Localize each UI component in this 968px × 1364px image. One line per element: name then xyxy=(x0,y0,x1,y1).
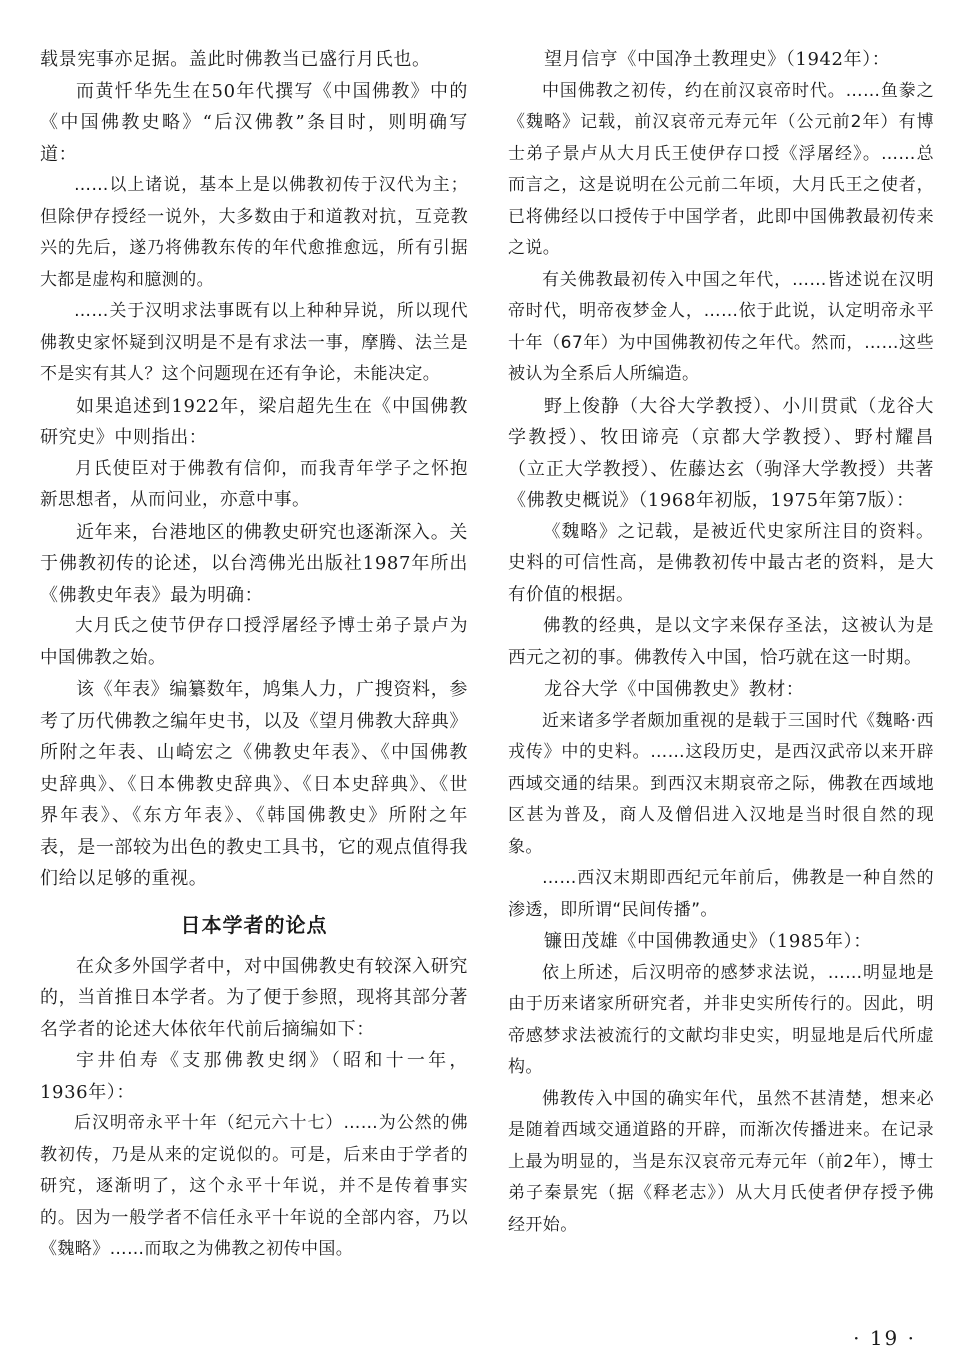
quote-paragraph: 月氏使臣对于佛教有信仰，而我青年学子之怀抱新思想者，从而问业，亦意中事。 xyxy=(40,458,468,510)
paragraph: 龙谷大学《中国佛教史》教材： xyxy=(544,679,805,700)
paragraph: 如果追述到1922年，梁启超先生在《中国佛教研究史》中则指出： xyxy=(40,395,468,448)
left-column xyxy=(40,44,468,1266)
quote-paragraph: ……西汉末期即西纪元年前后，佛教是一种自然的渗透，即所谓“民间传播”。 xyxy=(508,868,934,920)
right-column xyxy=(508,44,934,1241)
paragraph: 宇井伯寿《支那佛教史纲》（昭和十一年，1936年）： xyxy=(40,1050,468,1103)
quote-paragraph: 佛教的经典，是以文字来保存圣法，这被认为是西元之初的事。佛教传入中国，恰巧就在这一时期。 xyxy=(508,616,934,668)
paragraph: 近年来，台港地区的佛教史研究也逐渐深入。关于佛教初传的论述，以台湾佛光出版社1987年所出《佛教史年表》最为明确： xyxy=(40,521,468,606)
paragraph: 在众多外国学者中，对中国佛教史有较深入研究的，当首推日本学者。为了便于参照，现将其部分著名学者的论述大体依年代前后摘编如下： xyxy=(40,955,468,1040)
paragraph: 载景宪事亦足据。盖此时佛教当已盛行月氏也。 xyxy=(40,49,431,70)
paragraph: 该《年表》编纂数年，鸠集人力，广搜资料，参考了历代佛教之编年史书，以及《望月佛教大辞典》所附之年表、山崎宏之《佛教史年表》、《中国佛教史辞典》、《日本佛教史辞典》、《日本史辞典》、《世界年表》、《东方年表》、《韩国佛教史》所附之年表，是一部较为出色的教史工具书，它的观点值得我们给以足够的重视。 xyxy=(40,679,468,889)
quote-paragraph: 佛教传入中国的确实年代，虽然不甚清楚，想来必是随着西域交通道路的开辟，而渐次传播进来。在记录上最为明显的，当是东汉哀帝元寿元年（前2年），博士弟子秦景宪（据《释老志》）从大月氏使者伊存授予佛经开始。 xyxy=(508,1088,934,1235)
paragraph: 而黄忏华先生在50年代撰写《中国佛教》中的《中国佛教史略》“后汉佛教”条目时，则明确写道： xyxy=(40,80,468,165)
section-title: 日本学者的论点 xyxy=(180,912,328,937)
quote-paragraph: ……关于汉明求法事既有以上种种异说，所以现代佛教史家怀疑到汉明是不是有求法一事，摩腾、法兰是不是实有其人？这个问题现在还有争论，未能决定。 xyxy=(40,301,468,384)
quote-paragraph: 大月氏之使节伊存口授浮屠经予博士弟子景卢为中国佛教之始。 xyxy=(40,616,468,668)
paragraph: 望月信亨《中国净土教理史》（1942年）： xyxy=(544,49,891,70)
paragraph: 镰田茂雄《中国佛教通史》（1985年）： xyxy=(544,931,872,952)
paragraph: 野上俊静（大谷大学教授）、小川贯貮（龙谷大学教授）、牧田谛亮（京都大学教授）、野村耀昌（立正大学教授）、佐藤达玄（驹泽大学教授）共著《佛教史概说》（1968年初版，1975年第7版）： xyxy=(508,395,934,511)
quote-paragraph: 后汉明帝永平十年（纪元六十七）……为公然的佛教初传，乃是从来的定说似的。可是，后来由于学者的研究，逐渐明了，这个永平十年说，并不是传着事实的。因为一般学者不信任永平十年说的全部内容，乃以《魏略》……而取之为佛教之初传中国。 xyxy=(40,1113,468,1259)
quote-paragraph: 《魏略》之记载，是被近代史家所注目的资料。史料的可信性高，是佛教初传中最古老的资料，是大有价值的根据。 xyxy=(508,521,934,605)
quote-paragraph: 依上所述，后汉明帝的感梦求法说，……明显地是由于历来诸家所研究者，并非史实所传行的。因此，明帝感梦求法被流行的文献均非史实，明显地是后代所虚构。 xyxy=(508,962,934,1077)
quote-paragraph: ……以上诸说，基本上是以佛教初传于汉代为主；但除伊存授经一说外，大多数由于和道教对抗，互竞教兴的先后，遂乃将佛教东传的年代愈推愈远，所有引据大都是虚构和臆测的。 xyxy=(40,175,468,290)
quote-paragraph: 有关佛教最初传入中国之年代，……皆述说在汉明帝时代，明帝夜梦金人，……依于此说，认定明帝永平十年（67年）为中国佛教初传之年代。然而，……这些被认为全系后人所编造。 xyxy=(508,269,934,384)
quote-paragraph: 中国佛教之初传，约在前汉哀帝时代。……鱼豢之《魏略》记载，前汉哀帝元寿元年（公元前2年）有博士弟子景卢从大月氏王使伊存口授《浮屠经》。……总而言之，这是说明在公元前二年顷，大月氏王之使者，已将佛经以口授传于中国学者，此即中国佛教最初传来之说。 xyxy=(508,80,934,258)
quote-paragraph: 近来诸多学者颇加重视的是载于三国时代《魏略·西戎传》中的史料。……这段历史，是西汉武帝以来开辟西域交通的结果。到西汉末期哀帝之际，佛教在西域地区甚为普及，商人及僧侣进入汉地是当时很自然的现象。 xyxy=(508,710,934,857)
page-number: · 19 · xyxy=(853,1326,916,1350)
